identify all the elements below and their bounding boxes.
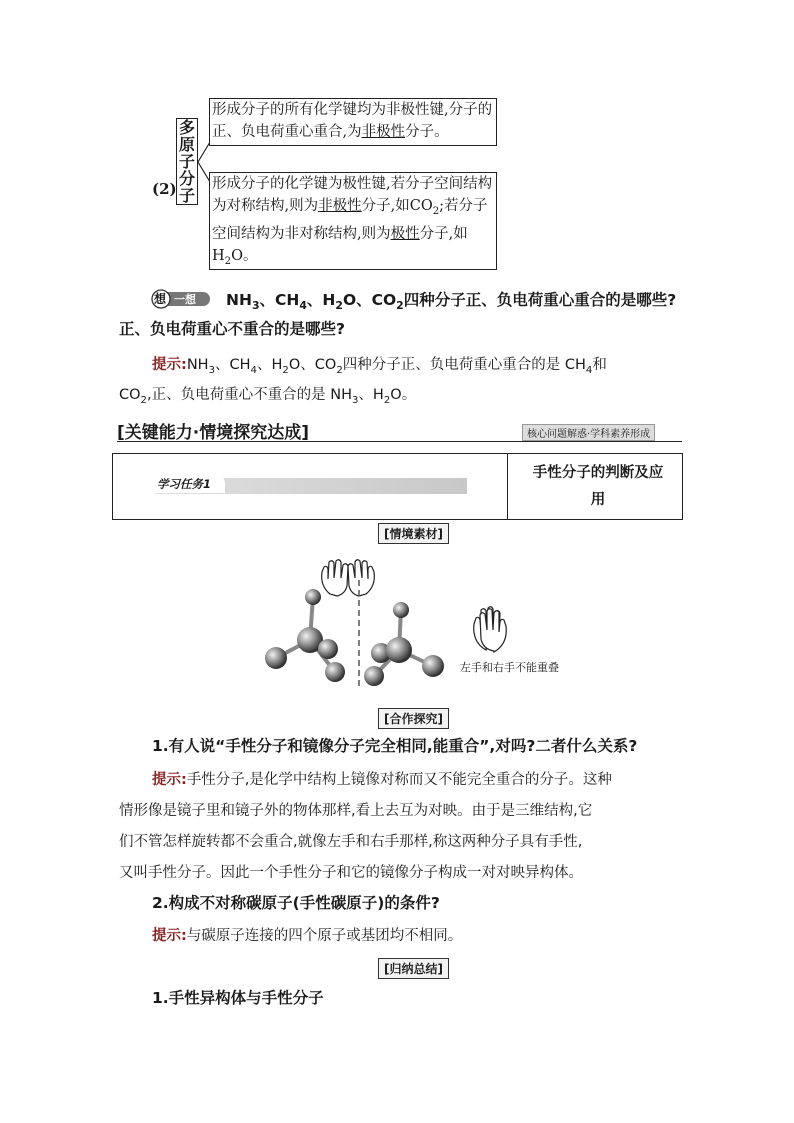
overlapping-hands-icon	[474, 607, 507, 652]
hands-icon	[322, 560, 375, 596]
think-hint-line1: 提示$:NH_3$、$CH_4$、$H_2O$、$CO_2$四种分子正、负电荷重心重合的是 $CH_4$和	[152, 357, 607, 376]
summary-item-1: 1.手性异构体与手性分子	[152, 989, 324, 1007]
left-molecule	[265, 589, 345, 682]
think-label: 一想	[174, 293, 196, 306]
coop-answer-1-line2: 情形像是镜子里和镜子外的物体那样,看上去互为对映。由于是三维结构,它	[119, 803, 593, 819]
underlined-term: 极性	[390, 225, 420, 242]
underlined-term: 非极性	[318, 198, 362, 214]
think-hint-line2: $CO_2$,正、负电荷重心不重合的是 $NH_3$、$H_2O$。	[119, 387, 417, 406]
underlined-term: 非极性	[361, 124, 406, 140]
coop-answer-1-line4: 又叫手性分子。因此一个手性分子和它的镜像分子构成一对对映异构体。	[119, 865, 583, 881]
vertical-char: 子	[178, 152, 195, 171]
hint-label: 提示:	[152, 357, 187, 373]
vertical-char: 分	[178, 169, 195, 188]
task-box	[112, 453, 683, 520]
right-molecule	[364, 602, 444, 686]
task-divider	[507, 454, 508, 519]
coop-question-1: 1.有人说“手性分子和镜像分子完全相同,能重合”,对吗?二者什么关系?	[152, 737, 638, 755]
coop-answer-1-line3: 们不管怎样旋转都不会重合,就像左手和右手那样,称这两种分子具有手性,	[119, 834, 583, 850]
box-polar-bonds: 形成分子的化学键为极性键,若分子空间结构为对称结构,则为非极性分子,如$CO_2$;若分子空间结构为非对称结构,则为极性分子,如 $H_2O$。	[209, 172, 497, 270]
coop-answer-1-line1: 提示:手性分子,是化学中结构上镜像对称而又不能完全重合的分子。这种	[152, 772, 612, 788]
illustration-caption: 左手和右手不能重叠	[460, 661, 559, 674]
hint-label: 提示:	[152, 928, 187, 944]
think-question-line2: 正、负电荷重心不重合的是哪些?	[119, 320, 345, 338]
box-nonpolar-bonds: 形成分子的所有化学键均为非极性键,分子的正、负电荷重心重合,为非极性分子。	[209, 98, 497, 146]
think-question-line1: $NH_3$、$CH_4$、$H_2O$、$CO_2$四种分子正、负电荷重心重合的是哪些?	[226, 291, 677, 313]
material-tag: [情境素材]	[378, 523, 449, 544]
coop-answer-2: 提示:与碳原子连接的四个原子或基团均不相同。	[152, 928, 463, 944]
think-badge	[150, 289, 212, 309]
vertical-char: 多	[178, 118, 195, 137]
vertical-char: 原	[178, 135, 195, 154]
think-icon-char: 想	[154, 292, 167, 306]
task-label: 学习任务1	[157, 477, 212, 491]
vertical-label-polyatomic	[176, 118, 198, 205]
summary-tag: [归纳总结]	[378, 958, 449, 979]
vertical-char: 子	[178, 186, 195, 205]
section-subtitle: 核心问题解惑·学科素养形成	[522, 424, 655, 441]
item-number: (2)	[152, 180, 177, 198]
section-heading: [关键能力·情境探究达成]	[117, 423, 309, 443]
coop-question-2: 2.构成不对称碳原子(手性碳原子)的条件?	[152, 894, 440, 912]
coop-tag: [合作探究]	[378, 708, 449, 729]
heading-rule	[117, 441, 682, 442]
hint-label: 提示:	[152, 772, 187, 788]
task-title: 手性分子的判断及应 用	[532, 465, 664, 508]
